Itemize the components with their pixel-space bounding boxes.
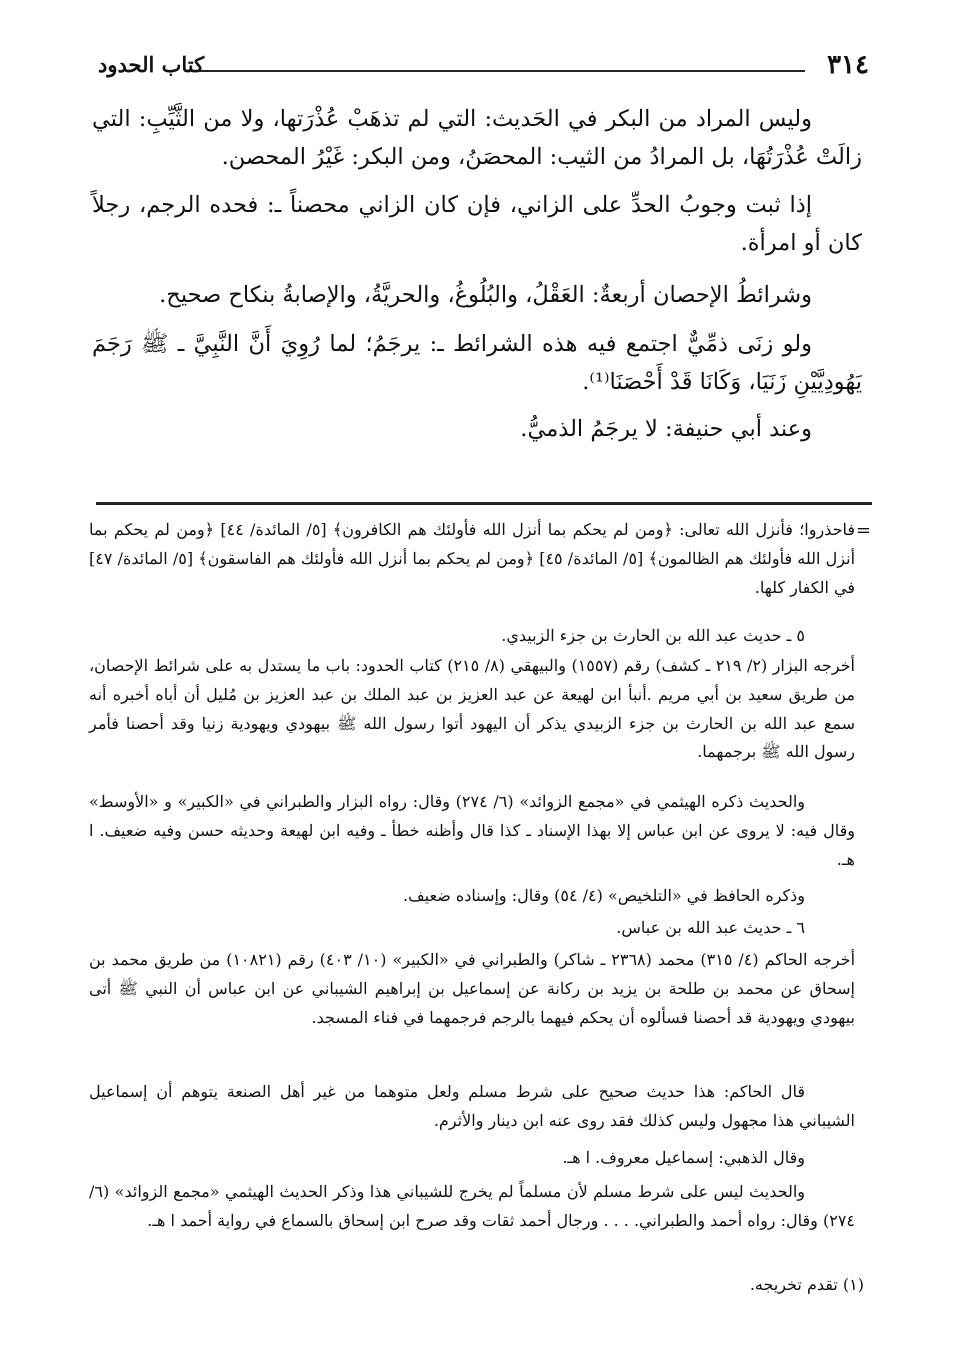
footnote-paragraph [89,652,855,767]
footnote-1: (١) تقدم تخريجه. [749,1275,864,1294]
footnote-text: وذكره الحافظ في «التلخيص» (٤/ ٥٤) وقال: وإسناده ضعيف. [403,886,805,905]
footnote-text: أخرجه البزار (٢/ ٢١٩ ـ كشف) رقم (١٥٥٧) والبيهقي (٨/ ٢١٥) كتاب الحدود: باب ما يستدل به على شرائط الإحصان، من طريق سعيد بن أبي مريم .أنبأ ابن لهيعة عن عبد العزيز بن عبد الملك بن عبد العزيز بن مُليل أن أباه أخبره أنه سمع عبد الله بن الحارث بن جزء الزبيدي يذكر أن اليهود أتوا رسول الله ﷺ بيهودي ويهودية زنيا وقد أحصنا فأمر رسول الله ﷺ برجمهما. [89,656,855,762]
footnote-paragraph [89,946,855,1032]
page-number: ٣١٤ [827,50,869,80]
footnote-text: وقال الذهبي: إسماعيل معروف. ا هـ. [562,1148,805,1167]
footnote-text: أخرجه الحاكم (٤/ ٣١٥) محمد (٢٣٦٨ ـ شاكر) والطبراني في «الكبير» (١٠/ ٤٠٣) رقم (١٠٨٢١) من طريق محمد بن إسحاق عن محمد بن طلحة بن يزيد بن ركانة عن إسماعيل بن إبراهيم الشيباني عن ابن عباس أن النبي ﷺ أتى بيهودي ويهودية قد أحصنا فسألوه أن يحكم فيهما بالرجم فرجمهما في فناء المسجد. [89,950,856,1027]
footnote-paragraph [89,1078,855,1136]
footnote-text: والحديث ليس على شرط مسلم لأن مسلماً لم يخرج للشيباني هذا وذكر الحديث الهيثمي «مجمع الزوائد» (٦/ ٢٧٤) وقال: رواه أحمد والطبراني. . . . ورجال أحمد ثقات وقد صرح ابن إسحاق بالسماع في رواية أحمد ا هـ. [89,1182,855,1230]
header-rule [200,70,805,72]
footnote-text: قال الحاكم: هذا حديث صحيح على شرط مسلم ولعل متوهما من غير أهل الصنعة يتوهم أن إسماعيل الشيباني هذا مجهول وليس كذلك فقد روى عنه ابن دينار والأثرم. [89,1082,855,1130]
footnote-paragraph [89,1178,855,1236]
footnote-paragraph [89,788,855,874]
main-text: وشرائطُ الإحصان أربعةٌ: العَقْلُ، والبُلُوغُ، والحريَّةُ، والإصابةُ بنكاح صحيح. [159,282,812,308]
footnote-separator [96,502,872,505]
main-paragraph [92,276,862,314]
main-text: إذا ثبت وجوبُ الحدِّ على الزاني، فإن كان الزاني محصناً ـ: فحده الرجم، رجلاً كان أو امرأة. [92,192,862,256]
footnote-paragraph [89,914,855,943]
main-text: ولو زنَى ذمِّيٌّ اجتمع فيه هذه الشرائط ـ: يرجَمُ؛ لما رُوِيَ أَنَّ النَّبِيَّ ـ ﷺ رَجَمَ يَهُودِيَّيْنِ زَنَيَا، وَكَانَا قَدْ أَحْصَنَا⁽¹⁾. [92,331,862,395]
main-text: وعند أبي حنيفة: لا يرجَمُ الذميُّ. [520,416,812,442]
running-title: كتاب الحدود [98,52,205,77]
main-paragraph [92,186,862,262]
main-text: وليس المراد من البكر في الحَديث: التي لم تذهَبْ عُذْرَتها، ولا من الثَّيِّبِ: التي زالَتْ عُذْرَتُهَا، بل المرادُ من الثيب: المحصَنُ، ومن البكر: غَيْرُ المحصن. [92,106,862,170]
footnote-paragraph [89,882,855,911]
main-paragraph [92,100,862,176]
main-paragraph [92,410,862,448]
footnote-paragraph [89,1144,855,1173]
footnote-text: والحديث ذكره الهيثمي في «مجمع الزوائد» (٦/ ٢٧٤) وقال: رواه البزار والطبراني في «الكبير» و «الأوسط» وقال فيه: لا يروى عن ابن عباس إلا بهذا الإسناد ـ كذا قال وأظنه خطأ ـ وفيه ابن لهيعة وحديثه حسن وفيه ضعيف. ا هـ. [89,792,855,869]
continuation-mark: = [855,520,871,541]
footnote-text: ٥ ـ حديث عبد الله بن الحارث بن جزء الزبيدي. [501,626,805,645]
footnote-paragraph [89,622,855,651]
footnote-text: فاحذروا؛ فأنزل الله تعالى: ﴿ومن لم يحكم بما أنزل الله فأولئك هم الكافرون﴾ [٥/ المائدة/ ٤٤] ﴿ومن لم يحكم بما أنزل الله فأولئك هم الظالمون﴾ [٥/ المائدة/ ٤٥] ﴿ومن لم يحكم بما أنزل الله فأولئك هم الفاسقون﴾ [٥/ المائدة/ ٤٧] في الكفار كلها. [89,520,856,597]
main-paragraph [92,325,862,401]
footnote-text: ٦ ـ حديث عبد الله بن عباس. [616,918,805,937]
footnote-paragraph [89,516,855,602]
